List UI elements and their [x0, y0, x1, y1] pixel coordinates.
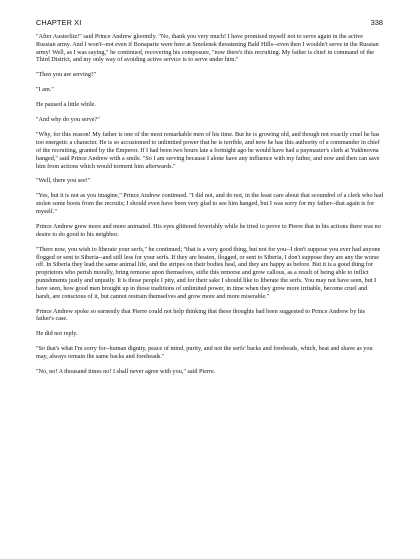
- paragraph: "After Austerlitz!" said Prince Andrew gloomily. "No, thank you very much! I have promised myself not to serve again in the active Russian army. And I won't--not even if Bonaparte were here at Smolensk threatening Bald Hills--even then I wouldn't serve in the Russian army! Well, as I was saying," he continued, recovering his composure, "now there's this recruiting. My father is chief in command of the Third District, and my only way of avoiding active service is to serve under him.": [36, 33, 379, 64]
- paragraph: "Yes, but it is not as you imagine," Prince Andrew continued. "I did not, and do not, in the least care about that scoundrel of a clerk who had stolen some boots from the recruits; I should even have been very glad to see him hanged, but I was sorry for my father--that again is for myself.": [36, 192, 384, 216]
- paragraph: Prince Andrew grew more and more animated. His eyes glittered feverishly while he tried to prove to Pierre that in his actions there was no desire to do good to his neighbor.: [36, 223, 381, 238]
- paragraph: He did not reply.: [36, 330, 78, 338]
- paragraph: "There now, you wish to liberate your serfs," he continued; "that is a very good thing, but not for you--I don't suppose you ever had anyone flogged or sent to Siberia--and still less for your serfs. If they are beaten, flogged, or sent to Siberia, I don't suppose they are any the worse off. In Siberia they lead the same animal life, and the stripes on their bodies heal, and they are happy as before. But it is a good thing for proprietors who perish morally, bring remorse upon themselves, stifle this remorse and grow callous, as a result of being able to inflict punishments justly and unjustly. It is those people I pity, and for their sake I should like to liberate the serfs. You may not have seen, but I have seen, how good men brought up in those traditions of unlimited power, in time when they grow more irritable, become cruel and harsh, are conscious of it, but cannot restrain themselves and grow more and more miserable.": [36, 245, 381, 300]
- page-header: [36, 18, 383, 27]
- book-page: [36, 18, 383, 383]
- paragraph: Prince Andrew spoke so earnestly that Pierre could not help thinking that these thoughts had been suggested to Prince Andrew by his father's case.: [36, 307, 366, 323]
- paragraph: "I am.": [36, 86, 54, 94]
- paragraph: He paused a little while.: [36, 101, 96, 109]
- paragraph: "Well, there you see!": [36, 177, 91, 185]
- paragraph: "And why do you serve?": [36, 116, 100, 124]
- paragraph: "No, no! A thousand times no! I shall never agree with you," said Pierre.: [36, 368, 216, 376]
- chapter-title: CHAPTER XI: [36, 18, 82, 27]
- paragraph: "Why, for this reason! My father is one of the most remarkable men of his time. But he is growing old, and though not exactly cruel he has too energetic a character. He is so accustomed to unlimited power that he is terrible, and now he has this authority of a commander in chief of the recruiting, granted by the Emperor. If I had been two hours late a fortnight ago he would have had a paymaster's clerk at Yukhnovna hanged," said Prince Andrew with a smile. "So I am serving because I alone have any influence with my father, and now and then can save him from actions which would torment him afterwards.": [36, 131, 380, 170]
- paragraph: "Then you are serving?": [36, 71, 97, 79]
- page-body: [36, 33, 383, 376]
- paragraph: "So that's what I'm sorry for--human dignity, peace of mind, purity, and not the serfs' backs and foreheads, which, beat and shave as you may, always remain the same backs and foreheads.": [36, 345, 373, 361]
- page-number: 338: [370, 18, 383, 27]
